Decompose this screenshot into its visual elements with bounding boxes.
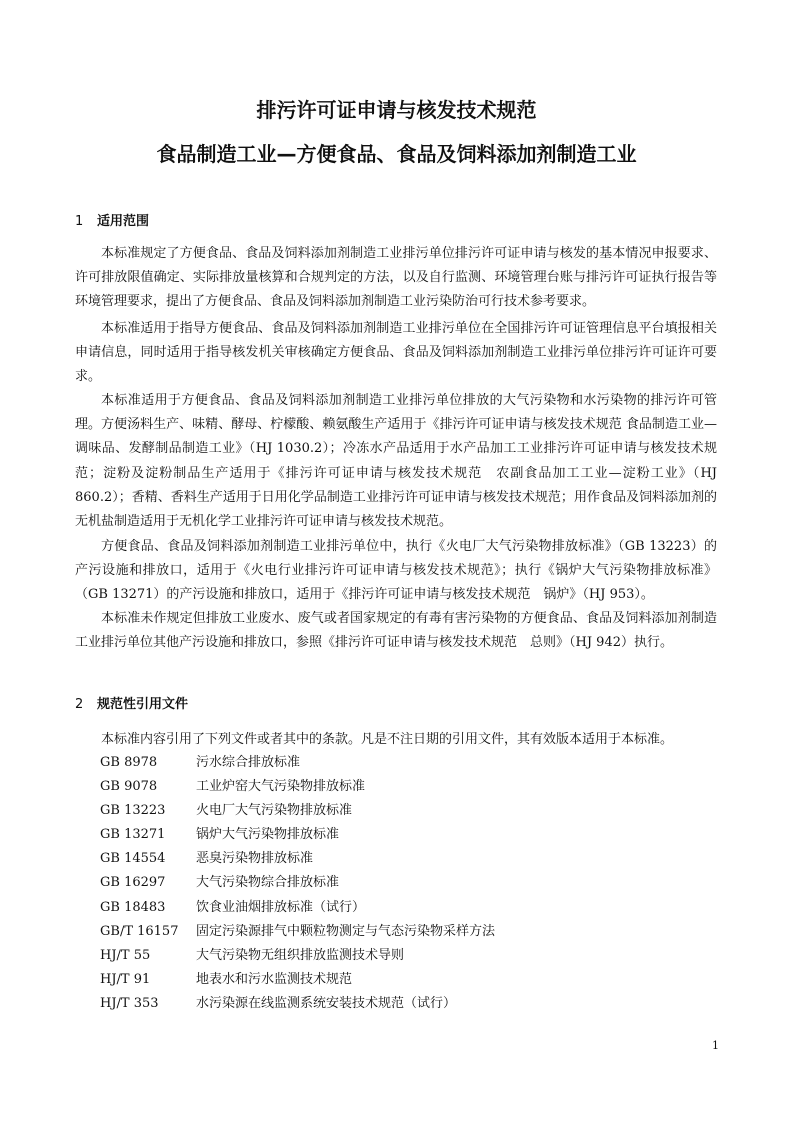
reference-name: 大气污染物综合排放标准 (196, 875, 340, 891)
section-number: 2 (75, 697, 84, 712)
reference-code: HJ/T 353 (100, 995, 159, 1011)
reference-name: 锅炉大气污染物排放标准 (196, 827, 340, 843)
reference-item (100, 799, 495, 823)
reference-code: GB 8978 (100, 755, 158, 770)
page-number: 1 (712, 1039, 719, 1052)
reference-name: 地表水和污水监测技术规范 (196, 971, 353, 987)
reference-name: 污水综合排放标准 (196, 755, 301, 770)
reference-code: HJ/T 91 (100, 971, 151, 987)
section-title: 适用范围 (97, 214, 150, 229)
reference-item (100, 920, 495, 944)
reference-code: GB 9078 (100, 779, 158, 795)
reference-item (100, 968, 495, 992)
paragraph: 本标准未作规定但排放工业废水、废气或者国家规定的有毒有害污染物的方便食品、食品及饲料添加剂制造工业排污单位其他产污设施和排放口，参照《排污许可证申请与核发技术规范 总则》（HJ 942）执行。 (75, 611, 717, 651)
reference-item (100, 992, 495, 1016)
section-heading-1 (75, 210, 149, 229)
document-subtitle: 食品制造工业—方便食品、食品及饲料添加剂制造工业 (156, 142, 637, 166)
reference-item (100, 896, 495, 920)
reference-code: GB 18483 (100, 899, 166, 915)
section-title: 规范性引用文件 (97, 697, 189, 712)
reference-name: 固定污染源排气中颗粒物测定与气态污染物采样方法 (196, 923, 496, 939)
section-heading-2 (75, 693, 188, 712)
reference-name: 恶臭污染物排放标准 (196, 851, 314, 867)
reference-item (100, 775, 495, 799)
reference-item (100, 847, 495, 871)
reference-item (100, 823, 495, 847)
reference-code: GB 14554 (100, 851, 166, 867)
section-number: 1 (75, 214, 84, 229)
document-title: 排污许可证申请与核发技术规范 (256, 98, 537, 122)
reference-item (100, 944, 495, 968)
reference-item (100, 751, 495, 775)
reference-name: 工业炉窑大气污染物排放标准 (196, 779, 366, 795)
reference-name: 水污染源在线监测系统安装技术规范（试行） (196, 995, 457, 1011)
reference-item (100, 871, 495, 895)
reference-code: GB/T 16157 (100, 923, 179, 939)
reference-name: 火电厂大气污染物排放标准 (196, 803, 353, 819)
paragraph: 本标准规定了方便食品、食品及饲料添加剂制造工业排污单位排污许可证申请与核发的基本情况申报要求、许可排放限值确定、实际排放量核算和合规判定的方法，以及自行监测、环境管理台账与排污许可证执行报告等环境管理要求，提出了方便食品、食品及饲料添加剂制造工业污染防治可行技术参考要求。 (75, 246, 717, 310)
reference-code: GB 16297 (100, 875, 166, 891)
reference-code: GB 13223 (100, 803, 166, 819)
paragraph: 本标准适用于方便食品、食品及饲料添加剂制造工业排污单位排放的大气污染物和水污染物的排污许可管理。方便汤料生产、味精、酵母、柠檬酸、赖氨酸生产适用于《排污许可证申请与核发技术规范 食品制造工业—调味品、发酵制品制造工业》（HJ 1030.2）；冷冻水产品适用于水产品加工工业排污许可证申请与核发技术规范；淀粉及淀粉制品生产适用于《排污许可证申请与核发技术规范 农副食品加工工业—淀粉工业》（HJ 860.2）；香精、香料生产适用于日用化学品制造工业排污许可证申请与核发技术规范；用作食品及饲料添加剂的无机盐制造适用于无机化学工业排污许可证申请与核发技术规范。 (75, 393, 717, 530)
paragraph: 本标准内容引用了下列文件或者其中的条款。凡是不注日期的引用文件，其有效版本适用于本标准。 (101, 732, 674, 747)
reference-code: HJ/T 55 (100, 947, 151, 963)
paragraph: 本标准适用于指导方便食品、食品及饲料添加剂制造工业排污单位在全国排污许可证管理信息平台填报相关申请信息，同时适用于指导核发机关审核确定方便食品、食品及饲料添加剂制造工业排污单位排污许可证许可要求。 (75, 321, 717, 385)
paragraph: 方便食品、食品及饲料添加剂制造工业排污单位中，执行《火电厂大气污染物排放标准》（GB 13223）的产污设施和排放口，适用于《火电行业排污许可证申请与核发技术规范》；执行《锅炉大气污染物排放标准》（GB 13271）的产污设施和排放口，适用于《排污许可证申请与核发技术规范 锅炉》（HJ 953）。 (75, 539, 717, 603)
reference-code: GB 13271 (100, 827, 166, 843)
reference-list (100, 751, 495, 1016)
reference-name: 大气污染物无组织排放监测技术导则 (196, 947, 405, 963)
reference-name: 饮食业油烟排放标准（试行） (196, 899, 366, 915)
